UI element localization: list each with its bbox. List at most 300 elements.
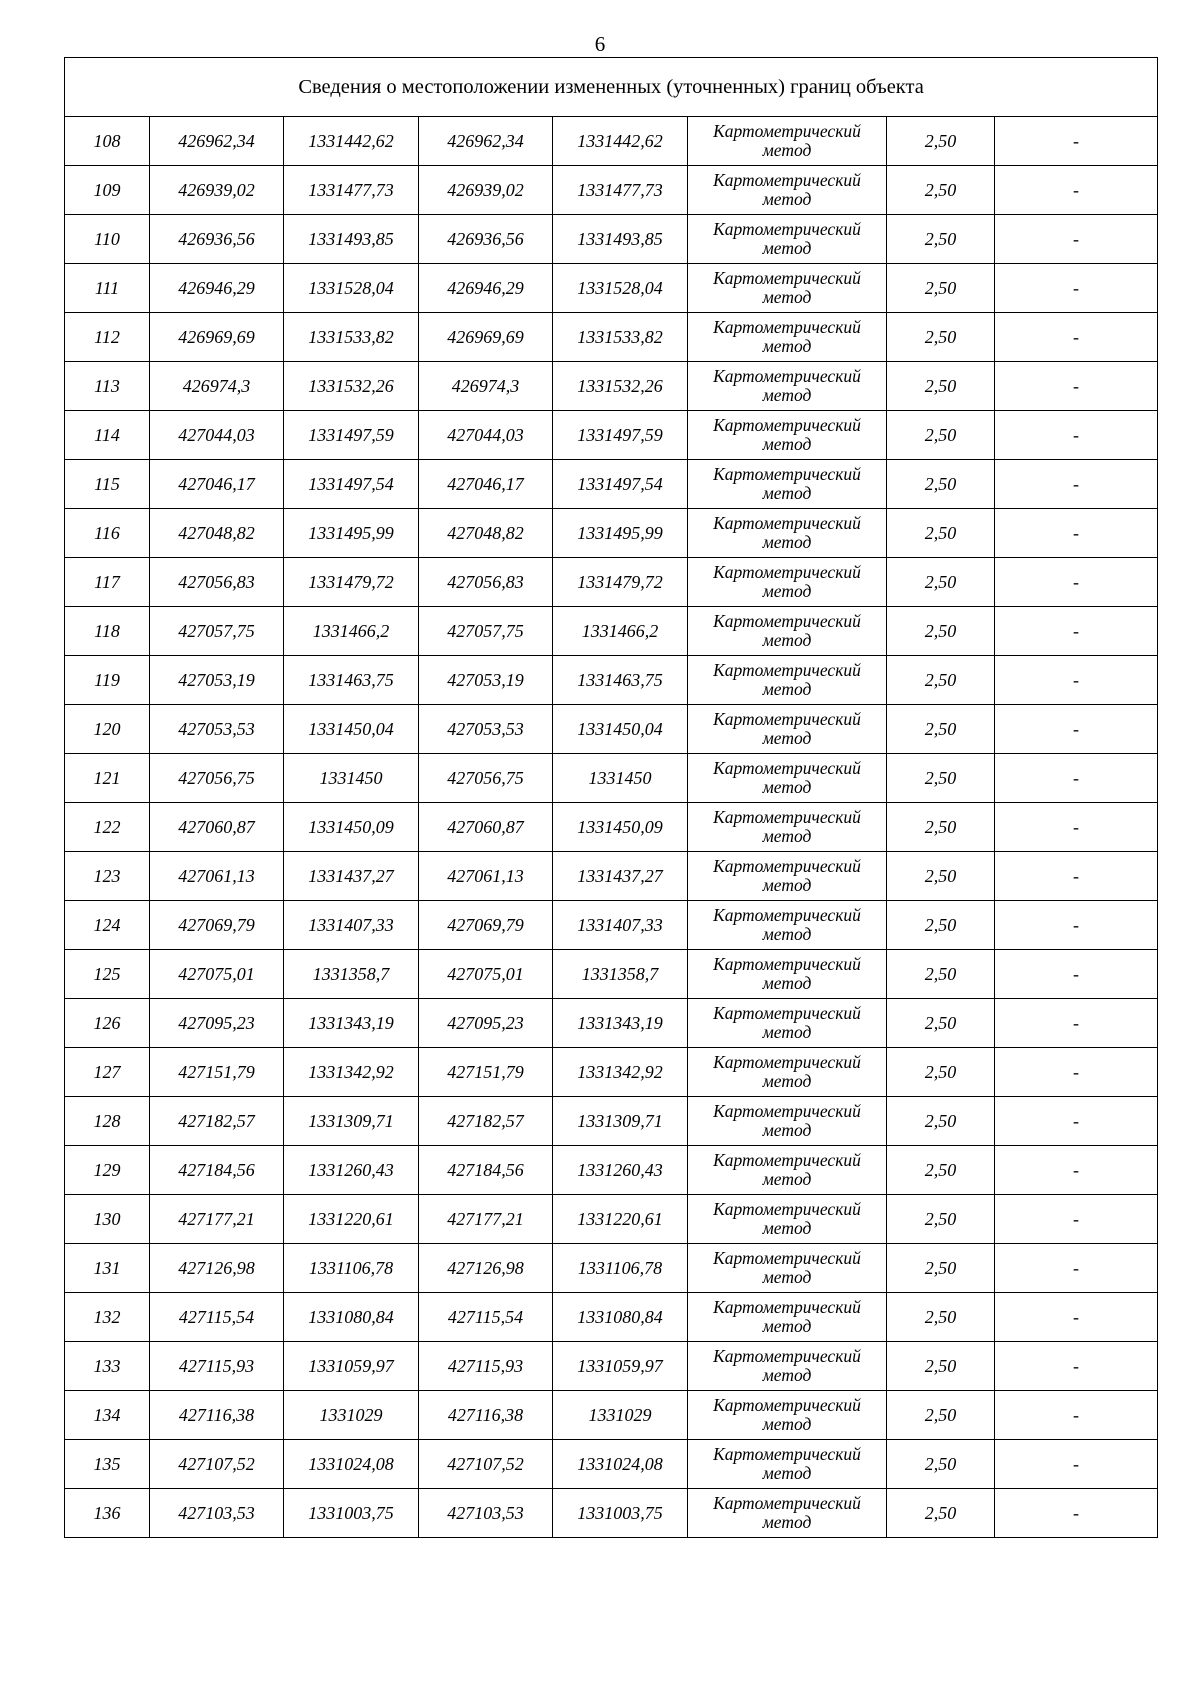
method-text: метод	[762, 728, 812, 748]
y-existing-cell: 1331024,08	[284, 1440, 419, 1489]
table-row	[65, 1489, 1158, 1538]
y-refined-cell: 1331358,7	[553, 950, 688, 999]
x-existing-cell: 427056,83	[150, 558, 284, 607]
x-refined-cell: 427060,87	[419, 803, 553, 852]
x-refined-cell: 427053,53	[419, 705, 553, 754]
y-existing-cell: 1331497,54	[284, 460, 419, 509]
x-existing-cell: 427107,52	[150, 1440, 284, 1489]
table-row	[65, 215, 1158, 264]
y-existing-cell: 1331407,33	[284, 901, 419, 950]
method-text: метод	[762, 1267, 812, 1287]
table-row	[65, 999, 1158, 1048]
table-row	[65, 1195, 1158, 1244]
precision-cell: 2,50	[887, 411, 995, 460]
note-cell: -	[995, 509, 1158, 558]
y-existing-cell: 1331528,04	[284, 264, 419, 313]
x-refined-cell: 427184,56	[419, 1146, 553, 1195]
x-refined-cell: 426969,69	[419, 313, 553, 362]
x-existing-cell: 427126,98	[150, 1244, 284, 1293]
method-cell	[688, 558, 887, 607]
method-cell	[688, 803, 887, 852]
y-existing-cell: 1331493,85	[284, 215, 419, 264]
method-cell	[688, 852, 887, 901]
precision-cell: 2,50	[887, 1489, 995, 1538]
x-existing-cell: 427151,79	[150, 1048, 284, 1097]
note-cell: -	[995, 215, 1158, 264]
note-cell: -	[995, 1048, 1158, 1097]
method-text: метод	[762, 483, 812, 503]
method-cell	[688, 1195, 887, 1244]
method-text: метод	[762, 1218, 812, 1238]
point-number-cell: 131	[65, 1244, 150, 1293]
method-cell	[688, 460, 887, 509]
x-refined-cell: 427056,83	[419, 558, 553, 607]
y-existing-cell: 1331463,75	[284, 656, 419, 705]
note-cell: -	[995, 1195, 1158, 1244]
x-refined-cell: 427126,98	[419, 1244, 553, 1293]
y-refined-cell: 1331342,92	[553, 1048, 688, 1097]
precision-cell: 2,50	[887, 558, 995, 607]
method-text: метод	[762, 924, 812, 944]
x-refined-cell: 426939,02	[419, 166, 553, 215]
y-refined-cell: 1331437,27	[553, 852, 688, 901]
y-existing-cell: 1331450	[284, 754, 419, 803]
table-row	[65, 1440, 1158, 1489]
point-number-cell: 129	[65, 1146, 150, 1195]
table-row	[65, 117, 1158, 166]
y-existing-cell: 1331080,84	[284, 1293, 419, 1342]
y-refined-cell: 1331497,54	[553, 460, 688, 509]
note-cell: -	[995, 264, 1158, 313]
method-text: Картометрический	[713, 954, 861, 974]
y-refined-cell: 1331059,97	[553, 1342, 688, 1391]
note-cell: -	[995, 656, 1158, 705]
method-cell	[688, 999, 887, 1048]
x-refined-cell: 427095,23	[419, 999, 553, 1048]
x-existing-cell: 426962,34	[150, 117, 284, 166]
table-row	[65, 705, 1158, 754]
x-refined-cell: 427103,53	[419, 1489, 553, 1538]
method-text: метод	[762, 679, 812, 699]
x-existing-cell: 427115,93	[150, 1342, 284, 1391]
y-existing-cell: 1331495,99	[284, 509, 419, 558]
method-text: Картометрический	[713, 268, 861, 288]
method-cell	[688, 901, 887, 950]
y-existing-cell: 1331029	[284, 1391, 419, 1440]
table-row	[65, 313, 1158, 362]
method-cell	[688, 1097, 887, 1146]
method-text: метод	[762, 189, 812, 209]
table-row	[65, 1097, 1158, 1146]
table-row	[65, 852, 1158, 901]
note-cell: -	[995, 1244, 1158, 1293]
y-existing-cell: 1331532,26	[284, 362, 419, 411]
precision-cell: 2,50	[887, 166, 995, 215]
table-row	[65, 656, 1158, 705]
precision-cell: 2,50	[887, 803, 995, 852]
note-cell: -	[995, 1293, 1158, 1342]
y-existing-cell: 1331106,78	[284, 1244, 419, 1293]
point-number-cell: 110	[65, 215, 150, 264]
y-refined-cell: 1331024,08	[553, 1440, 688, 1489]
y-existing-cell: 1331343,19	[284, 999, 419, 1048]
table-row	[65, 1391, 1158, 1440]
note-cell: -	[995, 1440, 1158, 1489]
boundary-coordinates-table	[64, 57, 1158, 1538]
method-text: Картометрический	[713, 1248, 861, 1268]
precision-cell: 2,50	[887, 1195, 995, 1244]
method-text: Картометрический	[713, 415, 861, 435]
method-text: метод	[762, 826, 812, 846]
precision-cell: 2,50	[887, 215, 995, 264]
precision-cell: 2,50	[887, 1146, 995, 1195]
note-cell: -	[995, 1146, 1158, 1195]
precision-cell: 2,50	[887, 1244, 995, 1293]
x-existing-cell: 427103,53	[150, 1489, 284, 1538]
x-refined-cell: 426962,34	[419, 117, 553, 166]
x-refined-cell: 427151,79	[419, 1048, 553, 1097]
method-cell	[688, 754, 887, 803]
method-cell	[688, 1048, 887, 1097]
method-cell	[688, 607, 887, 656]
x-refined-cell: 427075,01	[419, 950, 553, 999]
x-refined-cell: 426974,3	[419, 362, 553, 411]
y-existing-cell: 1331533,82	[284, 313, 419, 362]
x-existing-cell: 427056,75	[150, 754, 284, 803]
y-existing-cell: 1331450,04	[284, 705, 419, 754]
y-refined-cell: 1331343,19	[553, 999, 688, 1048]
x-refined-cell: 427115,54	[419, 1293, 553, 1342]
table-row	[65, 901, 1158, 950]
point-number-cell: 130	[65, 1195, 150, 1244]
note-cell: -	[995, 117, 1158, 166]
point-number-cell: 111	[65, 264, 150, 313]
method-text: метод	[762, 1316, 812, 1336]
method-text: метод	[762, 238, 812, 258]
x-refined-cell: 427056,75	[419, 754, 553, 803]
method-text: метод	[762, 1512, 812, 1532]
method-text: Картометрический	[713, 1444, 861, 1464]
note-cell: -	[995, 950, 1158, 999]
method-text: метод	[762, 1414, 812, 1434]
method-text: метод	[762, 1071, 812, 1091]
x-refined-cell: 427182,57	[419, 1097, 553, 1146]
table-row	[65, 411, 1158, 460]
note-cell: -	[995, 411, 1158, 460]
method-text: Картометрический	[713, 317, 861, 337]
method-text: метод	[762, 287, 812, 307]
y-existing-cell: 1331220,61	[284, 1195, 419, 1244]
x-existing-cell: 426969,69	[150, 313, 284, 362]
method-text: Картометрический	[713, 611, 861, 631]
method-cell	[688, 705, 887, 754]
method-cell	[688, 362, 887, 411]
point-number-cell: 121	[65, 754, 150, 803]
x-existing-cell: 426939,02	[150, 166, 284, 215]
x-refined-cell: 427177,21	[419, 1195, 553, 1244]
table-title: Сведения о местоположении измененных (уточненных) границ объекта	[65, 58, 1158, 117]
y-existing-cell: 1331442,62	[284, 117, 419, 166]
method-cell	[688, 1489, 887, 1538]
point-number-cell: 136	[65, 1489, 150, 1538]
x-existing-cell: 427115,54	[150, 1293, 284, 1342]
y-existing-cell: 1331342,92	[284, 1048, 419, 1097]
table-row	[65, 1146, 1158, 1195]
method-text: метод	[762, 630, 812, 650]
point-number-cell: 109	[65, 166, 150, 215]
x-refined-cell: 427069,79	[419, 901, 553, 950]
x-refined-cell: 427044,03	[419, 411, 553, 460]
point-number-cell: 122	[65, 803, 150, 852]
y-refined-cell: 1331497,59	[553, 411, 688, 460]
point-number-cell: 116	[65, 509, 150, 558]
x-existing-cell: 427053,53	[150, 705, 284, 754]
precision-cell: 2,50	[887, 1293, 995, 1342]
method-text: метод	[762, 1365, 812, 1385]
x-existing-cell: 427057,75	[150, 607, 284, 656]
note-cell: -	[995, 852, 1158, 901]
precision-cell: 2,50	[887, 1048, 995, 1097]
method-cell	[688, 117, 887, 166]
point-number-cell: 123	[65, 852, 150, 901]
table-row	[65, 1293, 1158, 1342]
note-cell: -	[995, 460, 1158, 509]
note-cell: -	[995, 166, 1158, 215]
table-row	[65, 950, 1158, 999]
point-number-cell: 117	[65, 558, 150, 607]
note-cell: -	[995, 362, 1158, 411]
precision-cell: 2,50	[887, 1097, 995, 1146]
method-text: Картометрический	[713, 1395, 861, 1415]
precision-cell: 2,50	[887, 999, 995, 1048]
method-cell	[688, 264, 887, 313]
method-text: метод	[762, 434, 812, 454]
method-text: Картометрический	[713, 1493, 861, 1513]
note-cell: -	[995, 1097, 1158, 1146]
method-text: Картометрический	[713, 170, 861, 190]
point-number-cell: 135	[65, 1440, 150, 1489]
method-text: метод	[762, 875, 812, 895]
point-number-cell: 115	[65, 460, 150, 509]
point-number-cell: 125	[65, 950, 150, 999]
method-cell	[688, 1440, 887, 1489]
precision-cell: 2,50	[887, 656, 995, 705]
method-text: метод	[762, 1169, 812, 1189]
precision-cell: 2,50	[887, 117, 995, 166]
x-existing-cell: 426946,29	[150, 264, 284, 313]
x-refined-cell: 427046,17	[419, 460, 553, 509]
x-existing-cell: 427177,21	[150, 1195, 284, 1244]
table-row	[65, 264, 1158, 313]
y-refined-cell: 1331450	[553, 754, 688, 803]
method-text: метод	[762, 336, 812, 356]
y-refined-cell: 1331309,71	[553, 1097, 688, 1146]
x-existing-cell: 427184,56	[150, 1146, 284, 1195]
y-refined-cell: 1331442,62	[553, 117, 688, 166]
y-refined-cell: 1331450,09	[553, 803, 688, 852]
note-cell: -	[995, 313, 1158, 362]
x-existing-cell: 426936,56	[150, 215, 284, 264]
y-existing-cell: 1331450,09	[284, 803, 419, 852]
method-text: Картометрический	[713, 758, 861, 778]
x-existing-cell: 427046,17	[150, 460, 284, 509]
y-refined-cell: 1331080,84	[553, 1293, 688, 1342]
table-row	[65, 166, 1158, 215]
precision-cell: 2,50	[887, 1342, 995, 1391]
table-row	[65, 803, 1158, 852]
point-number-cell: 113	[65, 362, 150, 411]
point-number-cell: 112	[65, 313, 150, 362]
precision-cell: 2,50	[887, 607, 995, 656]
method-text: Картометрический	[713, 709, 861, 729]
method-cell	[688, 411, 887, 460]
method-cell	[688, 509, 887, 558]
y-existing-cell: 1331003,75	[284, 1489, 419, 1538]
method-cell	[688, 1293, 887, 1342]
table-row	[65, 607, 1158, 656]
method-text: метод	[762, 385, 812, 405]
method-text: Картометрический	[713, 219, 861, 239]
method-text: Картометрический	[713, 366, 861, 386]
method-text: метод	[762, 1022, 812, 1042]
x-existing-cell: 427069,79	[150, 901, 284, 950]
x-refined-cell: 427057,75	[419, 607, 553, 656]
note-cell: -	[995, 558, 1158, 607]
precision-cell: 2,50	[887, 362, 995, 411]
method-text: Картометрический	[713, 464, 861, 484]
y-existing-cell: 1331260,43	[284, 1146, 419, 1195]
y-refined-cell: 1331450,04	[553, 705, 688, 754]
method-text: Картометрический	[713, 807, 861, 827]
note-cell: -	[995, 803, 1158, 852]
y-refined-cell: 1331003,75	[553, 1489, 688, 1538]
x-existing-cell: 427075,01	[150, 950, 284, 999]
method-text: Картометрический	[713, 121, 861, 141]
method-text: Картометрический	[713, 1003, 861, 1023]
table-row	[65, 754, 1158, 803]
x-existing-cell: 427182,57	[150, 1097, 284, 1146]
y-refined-cell: 1331493,85	[553, 215, 688, 264]
precision-cell: 2,50	[887, 460, 995, 509]
x-refined-cell: 427053,19	[419, 656, 553, 705]
method-text: Картометрический	[713, 1346, 861, 1366]
precision-cell: 2,50	[887, 509, 995, 558]
method-text: Картометрический	[713, 905, 861, 925]
precision-cell: 2,50	[887, 852, 995, 901]
table-row	[65, 1048, 1158, 1097]
precision-cell: 2,50	[887, 1440, 995, 1489]
method-cell	[688, 313, 887, 362]
y-refined-cell: 1331532,26	[553, 362, 688, 411]
y-refined-cell: 1331479,72	[553, 558, 688, 607]
table-row	[65, 558, 1158, 607]
table-row	[65, 1244, 1158, 1293]
x-existing-cell: 427048,82	[150, 509, 284, 558]
precision-cell: 2,50	[887, 754, 995, 803]
point-number-cell: 120	[65, 705, 150, 754]
point-number-cell: 126	[65, 999, 150, 1048]
note-cell: -	[995, 1391, 1158, 1440]
point-number-cell: 134	[65, 1391, 150, 1440]
point-number-cell: 108	[65, 117, 150, 166]
x-existing-cell: 427053,19	[150, 656, 284, 705]
point-number-cell: 118	[65, 607, 150, 656]
table-title-row	[65, 58, 1158, 117]
x-existing-cell: 427061,13	[150, 852, 284, 901]
method-cell	[688, 166, 887, 215]
point-number-cell: 132	[65, 1293, 150, 1342]
precision-cell: 2,50	[887, 264, 995, 313]
precision-cell: 2,50	[887, 1391, 995, 1440]
x-existing-cell: 427044,03	[150, 411, 284, 460]
method-text: Картометрический	[713, 1297, 861, 1317]
note-cell: -	[995, 705, 1158, 754]
note-cell: -	[995, 1489, 1158, 1538]
note-cell: -	[995, 901, 1158, 950]
method-cell	[688, 950, 887, 999]
y-refined-cell: 1331466,2	[553, 607, 688, 656]
method-text: метод	[762, 777, 812, 797]
y-refined-cell: 1331260,43	[553, 1146, 688, 1195]
table-row	[65, 460, 1158, 509]
method-cell	[688, 1391, 887, 1440]
method-text: Картометрический	[713, 1150, 861, 1170]
y-refined-cell: 1331106,78	[553, 1244, 688, 1293]
precision-cell: 2,50	[887, 901, 995, 950]
x-existing-cell: 427095,23	[150, 999, 284, 1048]
y-existing-cell: 1331358,7	[284, 950, 419, 999]
note-cell: -	[995, 1342, 1158, 1391]
method-text: метод	[762, 532, 812, 552]
y-existing-cell: 1331497,59	[284, 411, 419, 460]
method-text: метод	[762, 140, 812, 160]
y-existing-cell: 1331477,73	[284, 166, 419, 215]
y-refined-cell: 1331029	[553, 1391, 688, 1440]
table-row	[65, 362, 1158, 411]
x-refined-cell: 427107,52	[419, 1440, 553, 1489]
method-cell	[688, 656, 887, 705]
table-row	[65, 509, 1158, 558]
table-row	[65, 1342, 1158, 1391]
x-refined-cell: 427061,13	[419, 852, 553, 901]
method-text: Картометрический	[713, 513, 861, 533]
y-existing-cell: 1331059,97	[284, 1342, 419, 1391]
method-text: Картометрический	[713, 562, 861, 582]
precision-cell: 2,50	[887, 313, 995, 362]
method-text: метод	[762, 581, 812, 601]
y-existing-cell: 1331479,72	[284, 558, 419, 607]
method-cell	[688, 1244, 887, 1293]
y-existing-cell: 1331466,2	[284, 607, 419, 656]
y-existing-cell: 1331437,27	[284, 852, 419, 901]
method-text: Картометрический	[713, 1199, 861, 1219]
x-refined-cell: 427048,82	[419, 509, 553, 558]
method-cell	[688, 1342, 887, 1391]
note-cell: -	[995, 999, 1158, 1048]
x-existing-cell: 427060,87	[150, 803, 284, 852]
y-refined-cell: 1331220,61	[553, 1195, 688, 1244]
x-refined-cell: 426936,56	[419, 215, 553, 264]
x-refined-cell: 426946,29	[419, 264, 553, 313]
page-number: 6	[594, 32, 606, 56]
y-refined-cell: 1331528,04	[553, 264, 688, 313]
precision-cell: 2,50	[887, 950, 995, 999]
point-number-cell: 128	[65, 1097, 150, 1146]
method-text: Картометрический	[713, 660, 861, 680]
point-number-cell: 133	[65, 1342, 150, 1391]
x-existing-cell: 427116,38	[150, 1391, 284, 1440]
x-refined-cell: 427115,93	[419, 1342, 553, 1391]
